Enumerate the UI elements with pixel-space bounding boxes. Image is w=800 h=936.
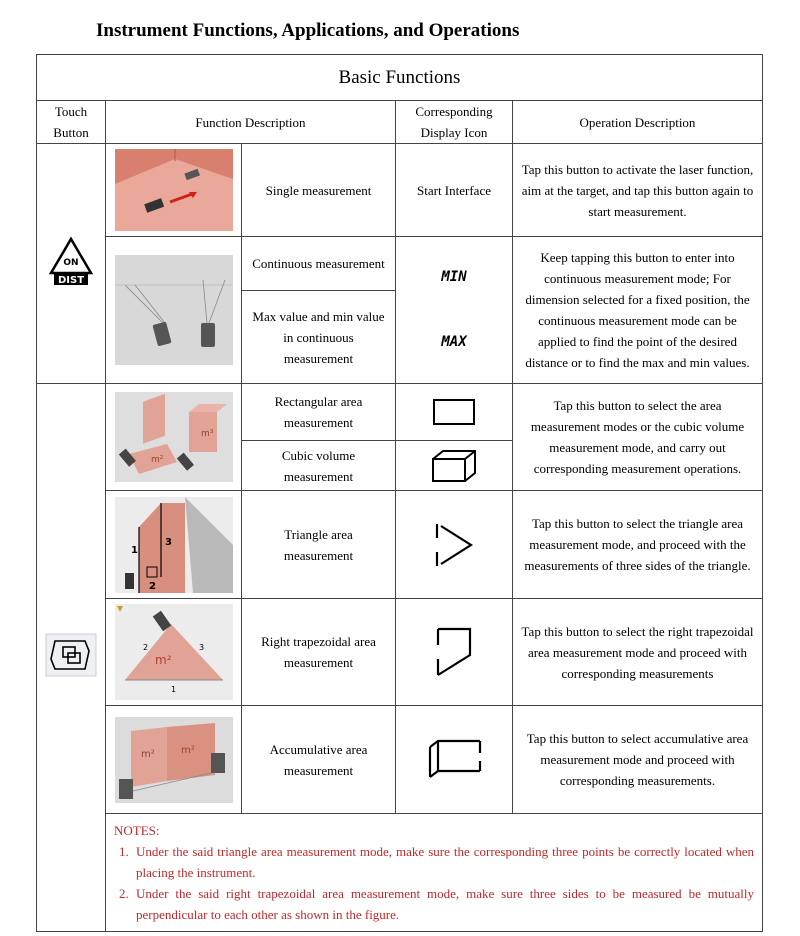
operation-single: Tap this button to activate the laser function, aim at the target, and tap this button again to start measurement. [513, 144, 763, 237]
function-single: Single measurement [242, 144, 396, 237]
display-max-label: MAX [441, 334, 467, 350]
svg-text:m²: m² [180, 744, 195, 756]
svg-text:3: 3 [198, 643, 204, 652]
display-min-label: MIN [441, 269, 467, 285]
svg-text:2: 2 [142, 643, 148, 652]
operation-triangle: Tap this button to select the triangle area measurement mode, and proceed with the measurements of three sides of the triangle. [513, 491, 763, 599]
display-cube-cell [396, 441, 513, 491]
photo-rect-cubic [106, 384, 242, 491]
header-operation-description: Operation Description [513, 101, 763, 144]
accumulative-area-icon [426, 737, 482, 783]
photo-continuous [106, 237, 242, 384]
operation-rect-cubic: Tap this button to select the area measurement modes or the cubic volume measurement mode, and carry out corresponding measurement operations. [513, 384, 763, 491]
cube-icon [431, 449, 477, 483]
display-min-max-cell [396, 237, 513, 384]
operation-trapezoid: Tap this button to select the right trapezoidal area measurement mode and proceed with corresponding measurements [513, 599, 763, 706]
note-item-2: 2. Under the said right trapezoidal area measurement mode, make sure three sides to be measured be mutually perpendicular to each other as shown in the figure. [132, 883, 754, 925]
svg-text:m²: m² [140, 748, 155, 760]
header-touch-button: Touch Button [37, 101, 106, 144]
svg-text:ON: ON [63, 257, 79, 268]
svg-text:1: 1 [130, 544, 138, 556]
area-volume-mode-icon [45, 633, 97, 677]
svg-text:3: 3 [164, 536, 172, 548]
function-accumulative: Accumulative area measurement [242, 706, 396, 814]
area-mode-button-cell [37, 384, 106, 932]
display-start-interface: Start Interface [396, 144, 513, 237]
triangle-icon [433, 520, 475, 570]
display-triangle-cell [396, 491, 513, 599]
note-item-1: 1. Under the said triangle area measurement mode, make sure the corresponding three points be correctly located when placing the instrument. [132, 841, 754, 883]
table-heading: Basic Functions [37, 55, 763, 101]
function-trapezoid: Right trapezoidal area measurement [242, 599, 396, 706]
photo-triangle [106, 491, 242, 599]
photo-single [106, 144, 242, 237]
header-display-icon: Corresponding Display Icon [396, 101, 513, 144]
basic-functions-table [36, 54, 763, 932]
display-trapezoid-cell [396, 599, 513, 706]
operation-continuous: Keep tapping this button to enter into continuous measurement mode; For dimension selected for a fixed position, the continuous measurement mode can be applied to find the point of the desired distance or to find the max and min values. [513, 237, 763, 384]
svg-text:DIST: DIST [57, 274, 85, 286]
photo-trapezoid [106, 599, 242, 706]
display-accumulative-cell [396, 706, 513, 814]
page-title: Instrument Functions, Applications, and Operations [96, 20, 520, 41]
trapezoid-icon [434, 625, 474, 679]
function-cubic: Cubic volume measurement [242, 441, 396, 491]
function-triangle: Triangle area measurement [242, 491, 396, 599]
svg-text:m²: m² [150, 455, 163, 465]
function-rect-area: Rectangular area measurement [242, 384, 396, 441]
function-max-min: Max value and min value in continuous measurement [242, 291, 396, 384]
svg-text:2: 2 [148, 580, 156, 592]
svg-text:m³: m³ [200, 429, 213, 439]
on-dist-button-cell [37, 144, 106, 384]
svg-text:1: 1 [170, 685, 176, 694]
display-rectangle-cell [396, 384, 513, 441]
notes-title: NOTES: [114, 823, 160, 838]
header-function-description: Function Description [106, 101, 396, 144]
on-dist-triangle-icon [47, 235, 95, 287]
function-continuous: Continuous measurement [242, 237, 396, 291]
svg-text:m²: m² [154, 653, 171, 667]
operation-accumulative: Tap this button to select accumulative area measurement mode and proceed with corresponding measurements. [513, 706, 763, 814]
rectangle-icon [432, 397, 476, 427]
photo-accumulative [106, 706, 242, 814]
notes-section [106, 814, 763, 932]
